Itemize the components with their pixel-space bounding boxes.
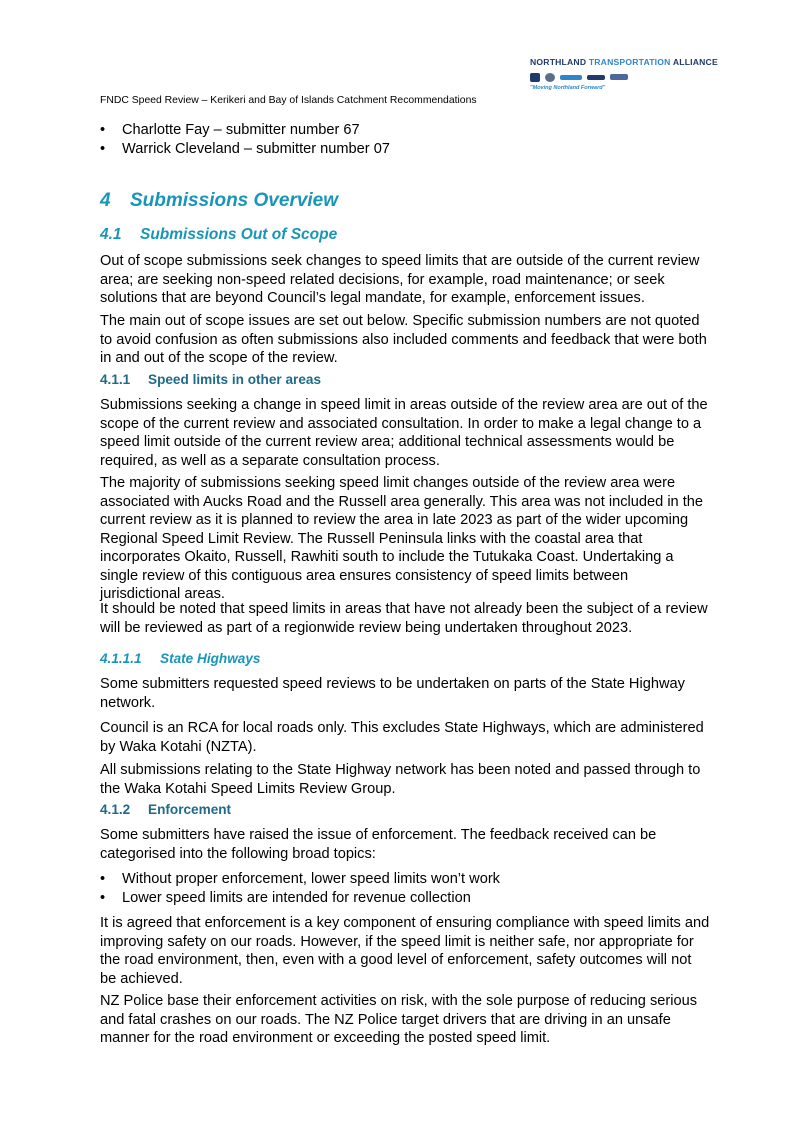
partner-fndc-logo	[530, 73, 540, 82]
heading-section-4-1-1: 4.1.1 Speed limits in other areas	[100, 372, 322, 387]
logo-word-transportation: TRANSPORTATION	[588, 57, 671, 67]
partner-wdc-logo	[560, 75, 582, 80]
paragraph: Some submitters have raised the issue of enforcement. The feedback received can be categorised into the following broad topics:	[100, 827, 657, 862]
heading-section-4-1-1-1: 4.1.1.1 State Highways	[100, 651, 261, 666]
paragraph: Submissions seeking a change in speed limit in areas outside of the review area are out of the scope of the current review and associated consultation. In order to make a legal change to a speed limit outside of the current review area; additional technical assessments would be required, as well as a separate consultation process.	[100, 397, 708, 469]
paragraph: All submissions relating to the State Highway network has been noted and passed through to the Waka Kotahi Speed Limits Review Group.	[100, 762, 701, 797]
partner-nrc-logo	[587, 75, 605, 80]
paragraph: Some submitters requested speed reviews to be undertaken on parts of the State Highway network.	[100, 676, 685, 711]
enforcement-topics-list	[100, 870, 710, 907]
paragraph: NZ Police base their enforcement activities on risk, with the sole purpose of reducing serious and fatal crashes on our roads. The NZ Police target drivers that are driving in an unsafe manner for the road environment or exceeding the posted speed limit.	[100, 993, 698, 1046]
heading-section-4-1: 4.1 Submissions Out of Scope	[100, 226, 338, 243]
partner-nzta-logo	[610, 74, 628, 80]
paragraph: Out of scope submissions seek changes to speed limits that are outside of the current review area; are seeking non-speed related decisions, for example, road maintenance; or seek solutions that are beyond Council’s legal mandate, for example, enforcement issues.	[100, 253, 700, 306]
list-item: • Without proper enforcement, lower speed limits won’t work	[100, 871, 500, 887]
paragraph: It is agreed that enforcement is a key component of ensuring compliance with speed limits and improving safety on our roads. However, if the speed limit is neither safe, nor appropriate for the road environment, then, even with a good level of enforcement, safety outcomes will not be achieved.	[100, 915, 710, 987]
running-header: FNDC Speed Review – Kerikeri and Bay of Islands Catchment Recommendations	[100, 95, 477, 106]
logo-partner-orgs	[530, 71, 710, 83]
list-item: • Charlotte Fay – submitter number 67	[100, 122, 360, 138]
logo-title	[530, 57, 718, 67]
heading-section-4-1-2: 4.1.2 Enforcement	[100, 802, 232, 817]
partner-kdc-logo	[545, 73, 555, 82]
submitter-list	[100, 121, 710, 158]
paragraph: It should be noted that speed limits in areas that have not already been the subject of a review will be reviewed as part of a regionwide review being undertaken throughout 2023.	[100, 601, 708, 636]
logo-word-northland: NORTHLAND	[530, 57, 587, 67]
list-item: • Lower speed limits are intended for revenue collection	[100, 889, 471, 906]
heading-section-4: 4 Submissions Overview	[100, 190, 339, 211]
list-item: • Warrick Cleveland – submitter number 07	[100, 140, 390, 157]
paragraph: Council is an RCA for local roads only. This excludes State Highways, which are administered by Waka Kotahi (NZTA).	[100, 720, 704, 755]
logo-tagline: "Moving Northland Forward"	[530, 85, 606, 91]
paragraph: The majority of submissions seeking speed limit changes outside of the review area were associated with Aucks Road and the Russell area generally. This area was not included in the current review as it is planned to review the area in late 2023 as part of the wider upcoming Regional Speed Limit Review. The Russell Peninsula links with the coastal area that incorporates Okaito, Russell, Rawhiti south to include the Tutukaka Coast. Undertaking a single review of this contiguous area ensures consistency of speed limits between jurisdictional areas.	[100, 475, 704, 602]
paragraph: The main out of scope issues are set out below. Specific submission numbers are not quoted to avoid confusion as often submissions also included comments and feedback that were both in and out of the scope of the review.	[100, 313, 707, 366]
logo-word-alliance: ALLIANCE	[672, 57, 718, 67]
nta-logo	[530, 57, 718, 91]
